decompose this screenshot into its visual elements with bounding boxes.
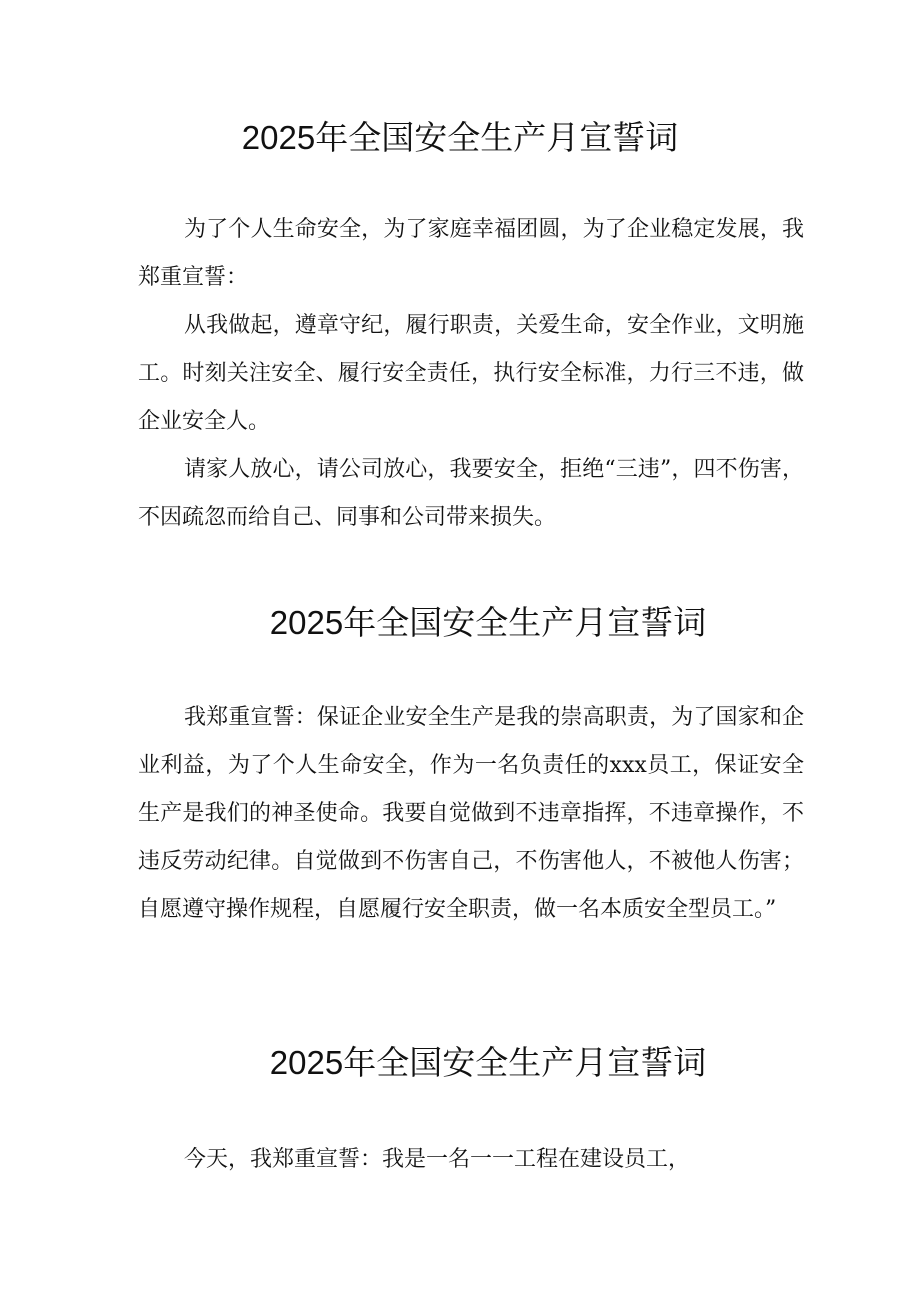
section-title: 2025年全国安全生产月宣誓词 <box>241 119 679 156</box>
section-title: 2025年全国安全生产月宣誓词 <box>269 604 707 641</box>
paragraph: 我郑重宣誓：保证企业安全生产是我的崇高职责，为了国家和企业利益，为了个人生命安全，作为一名负责任的xxx员工，保证安全生产是我们的神圣使命。我要自觉做到不违章指挥，不违章操作，不违反劳动纪律。自觉做到不伤害自己，不伤害他人，不被他人伤害；自愿遵守操作规程，自愿履行安全职责，做一名本质安全型员工。” <box>138 705 804 922</box>
paragraph: 今天，我郑重宣誓：我是一名一一工程在建设员工， <box>184 1147 691 1172</box>
paragraph: 从我做起，遵章守纪，履行职责，关爱生命，安全作业，文明施工。时刻关注安全、履行安全责任，执行安全标准，力行三不违，做企业安全人。 <box>138 313 804 434</box>
paragraph: 为了个人生命安全，为了家庭幸福团圆，为了企业稳定发展，我郑重宣誓： <box>138 217 804 290</box>
paragraph: 请家人放心，请公司放心，我要安全，拒绝“三违”，四不伤害，不因疏忽而给自己、同事和公司带来损失。 <box>138 457 804 530</box>
section-title: 2025年全国安全生产月宣誓词 <box>269 1044 707 1081</box>
